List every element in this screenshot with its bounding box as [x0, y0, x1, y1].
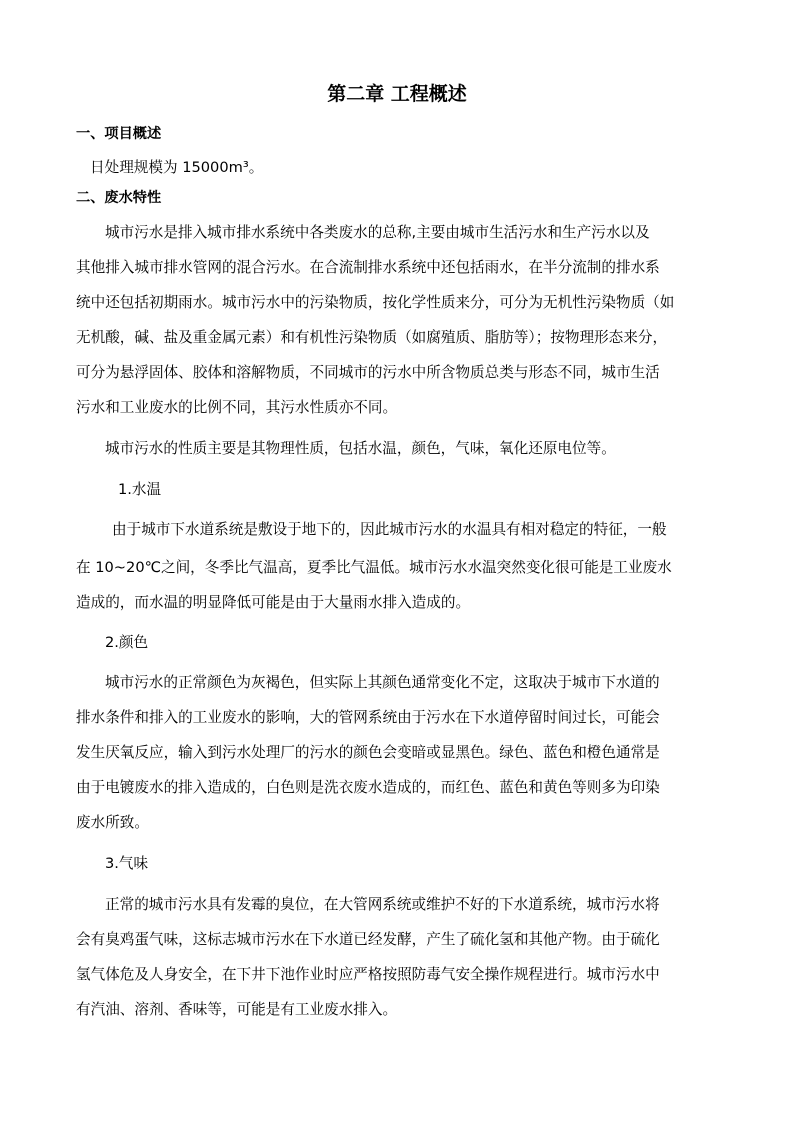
paragraph-line: 会有臭鸡蛋气味，这标志城市污水在下水道已经发酵，产生了硫化氢和其他产物。由于硫化	[76, 931, 660, 948]
paragraph-line: 可分为悬浮固体、胶体和溶解物质，不同城市的污水中所含物质总类与形态不同，城市生活	[76, 364, 660, 381]
paragraph-line: 排水条件和排入的工业废水的影响，大的管网系统由于污水在下水道停留时间过长，可能会	[76, 709, 660, 726]
paragraph-line: 其他排入城市排水管网的混合污水。在合流制排水系统中还包括雨水，在半分流制的排水系	[76, 259, 660, 276]
paragraph-line: 由于城市下水道系统是敷设于地下的，因此城市污水的水温具有相对稳定的特征，一般	[112, 521, 667, 538]
paragraph-line: 城市污水的性质主要是其物理性质，包括水温，颜色，气味，氧化还原电位等。	[105, 440, 616, 457]
paragraph-line: 氢气体危及人身安全，在下井下池作业时应严格按照防毒气安全操作规程进行。城市污水中	[76, 966, 660, 983]
paragraph-line: 污水和工业废水的比例不同，其污水性质亦不同。	[76, 399, 398, 416]
paragraph-line: 在 10~20℃之间，冬季比气温高，夏季比气温低。城市污水水温突然变化很可能是工业废水	[76, 559, 672, 576]
subheading-water-temperature: 1.水温	[118, 481, 162, 498]
subheading-color: 2.颜色	[105, 634, 149, 651]
paragraph-line: 无机酸，碱、盐及重金属元素）和有机性污染物质（如腐殖质、脂肪等）；按物理形态来分，	[76, 329, 668, 346]
overview-text: 日处理规模为 15000m³。	[90, 159, 264, 176]
subheading-odor: 3.气味	[105, 855, 149, 872]
paragraph-line: 城市污水的正常颜色为灰褐色，但实际上其颜色通常变化不定，这取决于城市下水道的	[105, 674, 660, 691]
paragraph-line: 城市污水是排入城市排水系统中各类废水的总称,主要由城市生活污水和生产污水以及	[105, 224, 650, 241]
paragraph-line: 造成的，而水温的明显降低可能是由于大量雨水排入造成的。	[76, 594, 471, 611]
paragraph-line: 由于电镀废水的排入造成的，白色则是洗衣废水造成的，而红色、蓝色和黄色等则多为印染	[76, 779, 660, 796]
paragraph-line: 废水所致。	[76, 814, 149, 831]
section-heading-overview: 一、项目概述	[76, 126, 162, 142]
paragraph-line: 发生厌氧反应，输入到污水处理厂的污水的颜色会变暗或显黑色。绿色、蓝色和橙色通常是	[76, 744, 660, 761]
section-heading-wastewater: 二、废水特性	[76, 190, 162, 206]
paragraph-line: 正常的城市污水具有发霉的臭位，在大管网系统或维护不好的下水道系统，城市污水将	[105, 896, 660, 913]
chapter-title: 第二章 工程概述	[327, 83, 467, 105]
paragraph-line: 有汽油、溶剂、香味等，可能是有工业废水排入。	[76, 1001, 398, 1018]
paragraph-line: 统中还包括初期雨水。城市污水中的污染物质，按化学性质来分，可分为无机性污染物质（如	[76, 294, 675, 311]
